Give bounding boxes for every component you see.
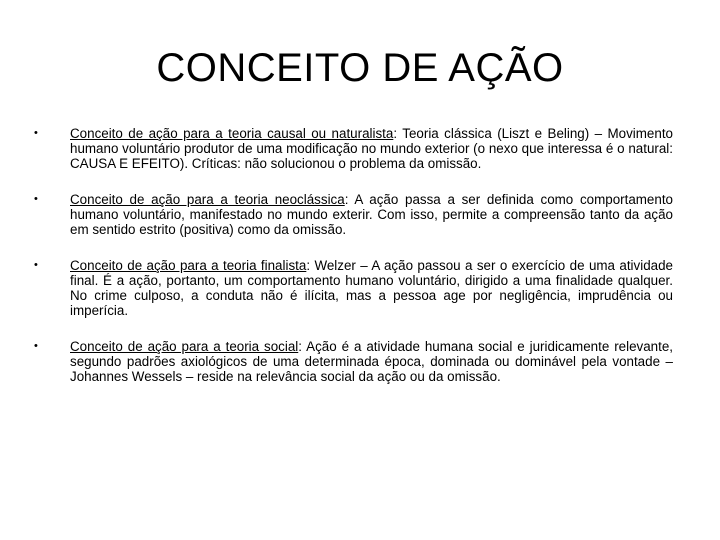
bullet-text: A ação passa a ser definida como comportamento humano voluntário, manifestado no mundo exterir. Com isso, permite a compreensão tanto da ação em sentido estrito (positiva) como da omissão. bbox=[70, 192, 673, 237]
bullet-separator: : bbox=[306, 258, 311, 273]
bullet-text: Teoria clássica (Liszt e Beling) – Movimento humano voluntário produtor de uma modificação no mundo exterior (o nexo que interessa é o natural: CAUSA E EFEITO). Críticas: não solucionou o problema da omissão. bbox=[70, 126, 673, 171]
bullet-separator: : bbox=[344, 192, 349, 207]
bullet-icon: • bbox=[34, 193, 38, 205]
bullet-separator: : bbox=[298, 339, 302, 354]
slide-title: CONCEITO DE AÇÃO bbox=[156, 46, 564, 90]
bullet-item-social bbox=[0, 339, 720, 384]
bullet-item-neoclassica bbox=[0, 192, 720, 237]
bullet-item-finalista bbox=[0, 258, 720, 318]
bullet-icon: • bbox=[34, 259, 38, 271]
bullet-heading: Conceito de ação para a teoria causal ou naturalista bbox=[70, 126, 394, 141]
bullet-text: Ação é a atividade humana social e juridicamente relevante, segundo padrões axiológicos de uma determinada época, dominada ou dominável pela vontade – Johannes Wessels – reside na relevância social da ação ou da omissão. bbox=[70, 339, 673, 384]
bullet-separator: : bbox=[393, 126, 398, 141]
bullet-icon: • bbox=[34, 340, 38, 352]
bullet-icon: • bbox=[34, 127, 38, 139]
bullet-list bbox=[0, 126, 720, 405]
bullet-heading: Conceito de ação para a teoria social bbox=[70, 339, 299, 354]
bullet-text: Welzer – A ação passou a ser o exercício de uma atividade final. É a ação, portanto, um comportamento humano voluntário, dirigido a uma finalidade qualquer. No crime culposo, a conduta não é ilícita, mas a pessoa age por negligência, imprudência ou imperícia. bbox=[70, 258, 673, 318]
bullet-item-causal bbox=[0, 126, 720, 171]
bullet-heading: Conceito de ação para a teoria neoclássica bbox=[70, 192, 345, 207]
bullet-heading: Conceito de ação para a teoria finalista bbox=[70, 258, 307, 273]
